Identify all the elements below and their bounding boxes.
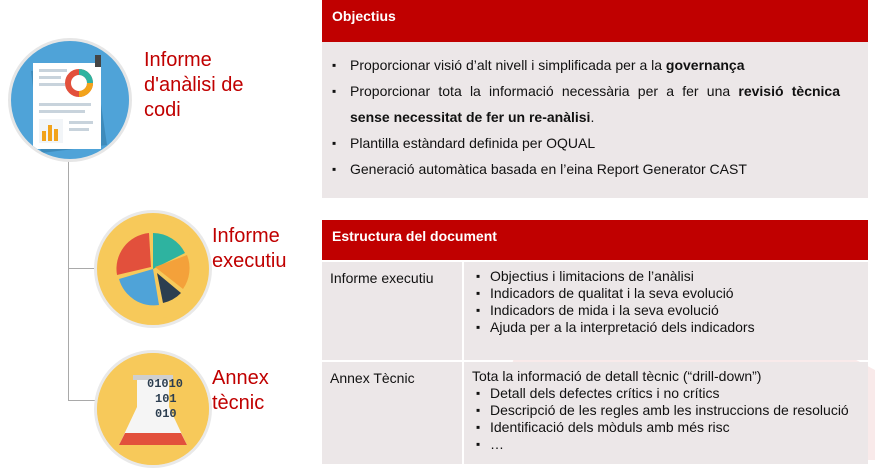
table-row <box>322 262 868 360</box>
row-intro: Tota la informació de detall tècnic (“drill-down”) <box>472 368 762 384</box>
item-text: . <box>590 109 595 125</box>
list-item <box>332 130 840 156</box>
pie-chart-icon <box>94 210 212 328</box>
objectius-title: Objectius <box>322 0 868 42</box>
row-content <box>462 362 868 464</box>
binary-digits: 01010 <box>147 377 184 391</box>
row-label: Informe executiu <box>330 270 434 286</box>
list-item <box>332 78 840 130</box>
binary-digits: 010 <box>155 407 177 421</box>
tree-connector <box>68 150 69 400</box>
item-text: Plantilla estàndard definida per OQUAL <box>350 135 596 151</box>
item-text: Generació automàtica basada en l’eina Report Generator CAST <box>350 161 747 177</box>
binary-digits: 101 <box>155 392 177 406</box>
list-item: ▪ Descripció de les regles amb les instruccions de resolució <box>472 402 868 419</box>
label-informe-executiu: Informe executiu <box>212 225 287 272</box>
item-bold-text: governança <box>665 57 745 73</box>
list-item: ▪ Objectius i limitacions de l’anàlisi <box>472 268 868 285</box>
estructura-title: Estructura del document <box>322 220 868 260</box>
list-item <box>332 52 840 78</box>
item-text: Proporcionar visió d’alt nivell i simplificada per a la <box>350 57 666 73</box>
label-annex-tecnic: Annex tècnic <box>212 367 269 414</box>
objectius-list <box>322 42 868 182</box>
label-informe-analisi: Informe d'anàlisi de codi <box>144 49 244 121</box>
list-item: ▪ Ajuda per a la interpretació dels indicadors <box>472 319 868 336</box>
row-content <box>462 262 868 360</box>
table-row <box>322 362 868 464</box>
objectius-panel <box>322 0 868 198</box>
report-document-icon <box>8 38 132 162</box>
item-text: Proporcionar tota la informació necessària per a fer una <box>350 83 739 99</box>
list-item: ▪ Indicadors de mida i la seva evolució <box>472 302 868 319</box>
list-item: ▪ Detall dels defectes crítics i no crítics <box>472 385 868 402</box>
row-label: Annex Tècnic <box>330 370 415 386</box>
list-item <box>332 156 840 182</box>
item-bold-text: revisió tècnica sense necessitat de fer un re-anàlisi <box>350 83 840 125</box>
list-item: ▪ Indicadors de qualitat i la seva evolució <box>472 285 868 302</box>
list-item: ▪ … <box>472 436 868 453</box>
flask-icon <box>94 350 212 468</box>
list-item: ▪ Identificació dels mòduls amb més risc <box>472 419 868 436</box>
estructura-panel <box>322 220 868 466</box>
